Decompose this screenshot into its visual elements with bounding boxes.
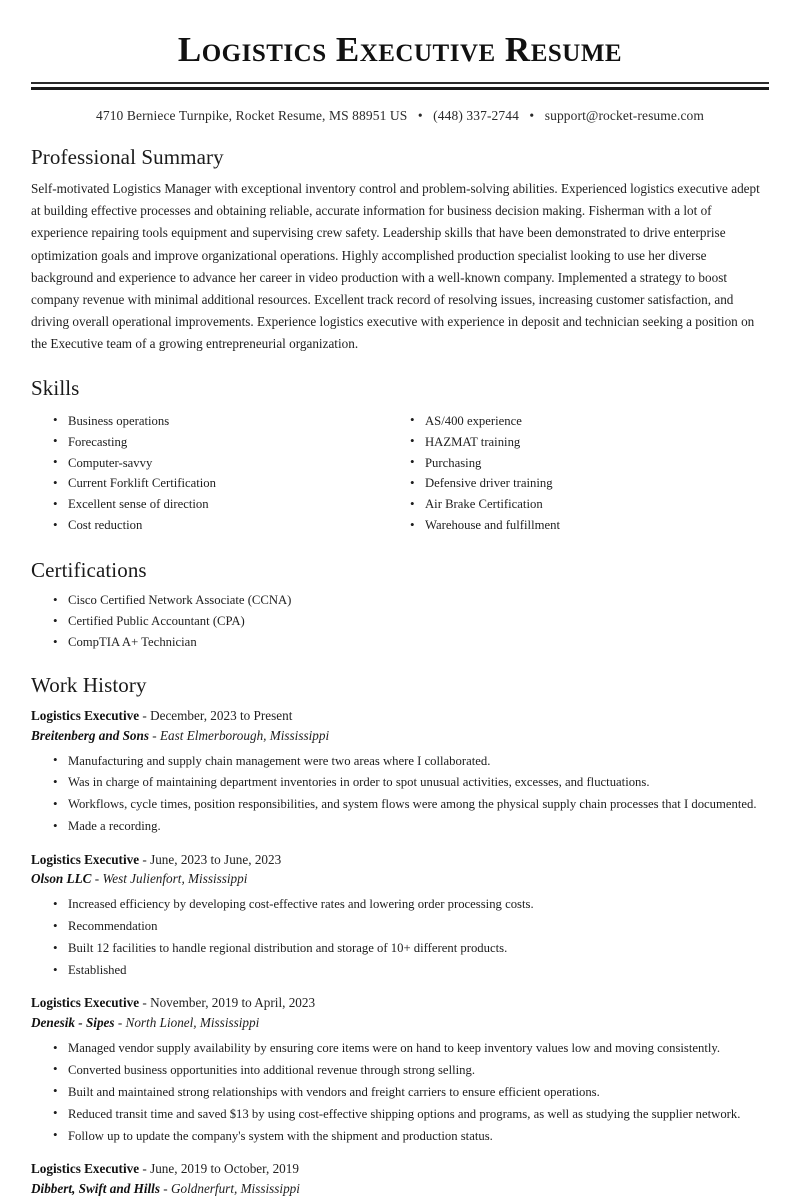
job-company: Breitenberg and Sons (31, 727, 149, 743)
job-subheading (31, 869, 769, 889)
list-item: • Converted business opportunities into additional revenue through strong selling. (68, 1061, 769, 1079)
section-skills (31, 375, 769, 537)
job-heading (31, 850, 769, 870)
section-title-certifications: Certifications (31, 558, 147, 583)
list-item: • Workflows, cycle times, position responsibilities, and system flows were among the physical supply chain processes that I documented. (68, 795, 769, 813)
list-item: • Reduced transit time and saved $13 by using cost-effective shipping options and programs, as well as studying the supplier network. (68, 1105, 769, 1123)
header-divider (31, 82, 769, 90)
section-work-history (31, 672, 769, 1199)
skills-columns (31, 410, 769, 537)
work-history-entry (31, 706, 769, 836)
job-separator: - (142, 995, 147, 1011)
list-item: • Managed vendor supply availability by ensuring core items were on hand to keep inventory values low and moving consistently. (68, 1039, 769, 1057)
job-dates: November, 2019 to April, 2023 (150, 995, 316, 1011)
job-dates: December, 2023 to Present (150, 707, 293, 723)
job-subheading (31, 1013, 769, 1033)
list-item: • Business operations (68, 412, 400, 430)
list-item: • AS/400 experience (425, 412, 769, 430)
list-item: • Manufacturing and supply chain management were two areas where I collaborated. (68, 752, 769, 770)
job-dates: June, 2023 to June, 2023 (150, 851, 282, 867)
page-title: Logistics Executive Resume (177, 30, 623, 69)
job-separator: - (142, 851, 147, 867)
list-item: • Made a recording. (68, 817, 769, 835)
job-title: Logistics Executive (31, 707, 140, 723)
list-item: • Established (68, 961, 769, 979)
job-title: Logistics Executive (31, 995, 140, 1011)
job-subheading (31, 1179, 769, 1199)
job-location: West Julienfort, Mississippi (102, 871, 248, 887)
certifications-list (31, 591, 769, 651)
job-separator: - (142, 707, 147, 723)
job-location: North Lionel, Mississippi (125, 1015, 260, 1031)
work-history-entry (31, 850, 769, 980)
skills-list-right (400, 412, 769, 535)
list-item: • CompTIA A+ Technician (68, 633, 769, 651)
job-title: Logistics Executive (31, 1161, 140, 1177)
job-heading (31, 993, 769, 1013)
list-item: • HAZMAT training (425, 433, 769, 451)
list-item: • Forecasting (68, 433, 400, 451)
contact-email: support@rocket-resume.com (544, 107, 704, 123)
job-heading (31, 706, 769, 726)
list-item: • Purchasing (425, 454, 769, 472)
job-separator: - (142, 1161, 147, 1177)
skills-column-right (400, 410, 769, 537)
work-history-entry (31, 1159, 769, 1199)
list-item: • Built 12 facilities to handle regional distribution and storage of 10+ different products. (68, 939, 769, 957)
skills-column-left (31, 410, 400, 537)
job-separator: - (117, 1015, 123, 1031)
job-heading (31, 1159, 769, 1179)
list-item: • Air Brake Certification (425, 495, 769, 513)
job-company: Dibbert, Swift and Hills (31, 1180, 160, 1196)
section-certifications (31, 557, 769, 652)
job-separator: - (163, 1180, 168, 1196)
list-item: • Increased efficiency by developing cost-effective rates and lowering order processing costs. (68, 895, 769, 913)
job-bullets (31, 1039, 769, 1145)
job-separator: - (94, 871, 100, 887)
job-subheading (31, 726, 769, 746)
list-item: • Follow up to update the company's system with the shipment and production status. (68, 1127, 769, 1145)
job-bullets (31, 895, 769, 979)
job-title: Logistics Executive (31, 851, 140, 867)
list-item: • Current Forklift Certification (68, 474, 400, 492)
divider-line-bottom (31, 87, 769, 90)
summary-paragraph: Self-motivated Logistics Manager with exceptional inventory control and problem-solving abilities. Experienced logistics executive adept at building effective processes and obtaining reliable, accurate information for business decision making. Fisherman with a lot of experience repairing tools equipment and supervising crew safety. Leadership skills that have been demonstrated to drive enterprise optimization goals and improve organizational operations. Highly accomplished production specialist looking to use her diverse background and experience to advance her career in video production with a well-known company. Implemented a strategy to boost company revenue with minimal additional resources. Excellent track record of resolving issues, increasing customer satisfaction, and driving overall operational improvements. Experience logistics executive with experience in deposit and technician seeking a position on the Executive team of a growing entrepreneurial organization. (31, 181, 760, 352)
job-company: Olson LLC (31, 871, 92, 887)
section-title-summary: Professional Summary (31, 144, 224, 169)
section-title-work-history: Work History (31, 672, 147, 697)
list-item: • Was in charge of maintaining department inventories in order to spot unusual activities, excesses, and fluctuations. (68, 773, 769, 791)
contact-separator-1: • (417, 107, 423, 123)
job-location: East Elmerborough, Mississippi (159, 727, 330, 743)
job-dates: June, 2019 to October, 2019 (150, 1161, 299, 1177)
section-professional-summary (31, 144, 769, 356)
list-item: • Cost reduction (68, 516, 400, 534)
list-item: • Certified Public Accountant (CPA) (68, 612, 769, 630)
list-item: • Built and maintained strong relationships with vendors and freight carriers to ensure efficient operations. (68, 1083, 769, 1101)
contact-address: 4710 Berniece Turnpike, Rocket Resume, MS 88951 US (96, 107, 408, 123)
job-separator: - (152, 727, 157, 743)
list-item: • Excellent sense of direction (68, 495, 400, 513)
skills-list-left (31, 412, 400, 535)
job-company: Denesik - Sipes (31, 1015, 115, 1031)
job-bullets (31, 752, 769, 836)
list-item: • Cisco Certified Network Associate (CCNA) (68, 591, 769, 609)
section-title-skills: Skills (31, 376, 80, 401)
work-history-entry (31, 993, 769, 1145)
list-item: • Recommendation (68, 917, 769, 935)
job-location: Goldnerfurt, Mississippi (170, 1180, 300, 1196)
list-item: • Warehouse and fulfillment (425, 516, 769, 534)
contact-phone: (448) 337-2744 (433, 107, 519, 123)
list-item: • Defensive driver training (425, 474, 769, 492)
list-item: • Computer-savvy (68, 454, 400, 472)
contact-separator-2: • (529, 107, 535, 123)
contact-line (31, 108, 769, 124)
